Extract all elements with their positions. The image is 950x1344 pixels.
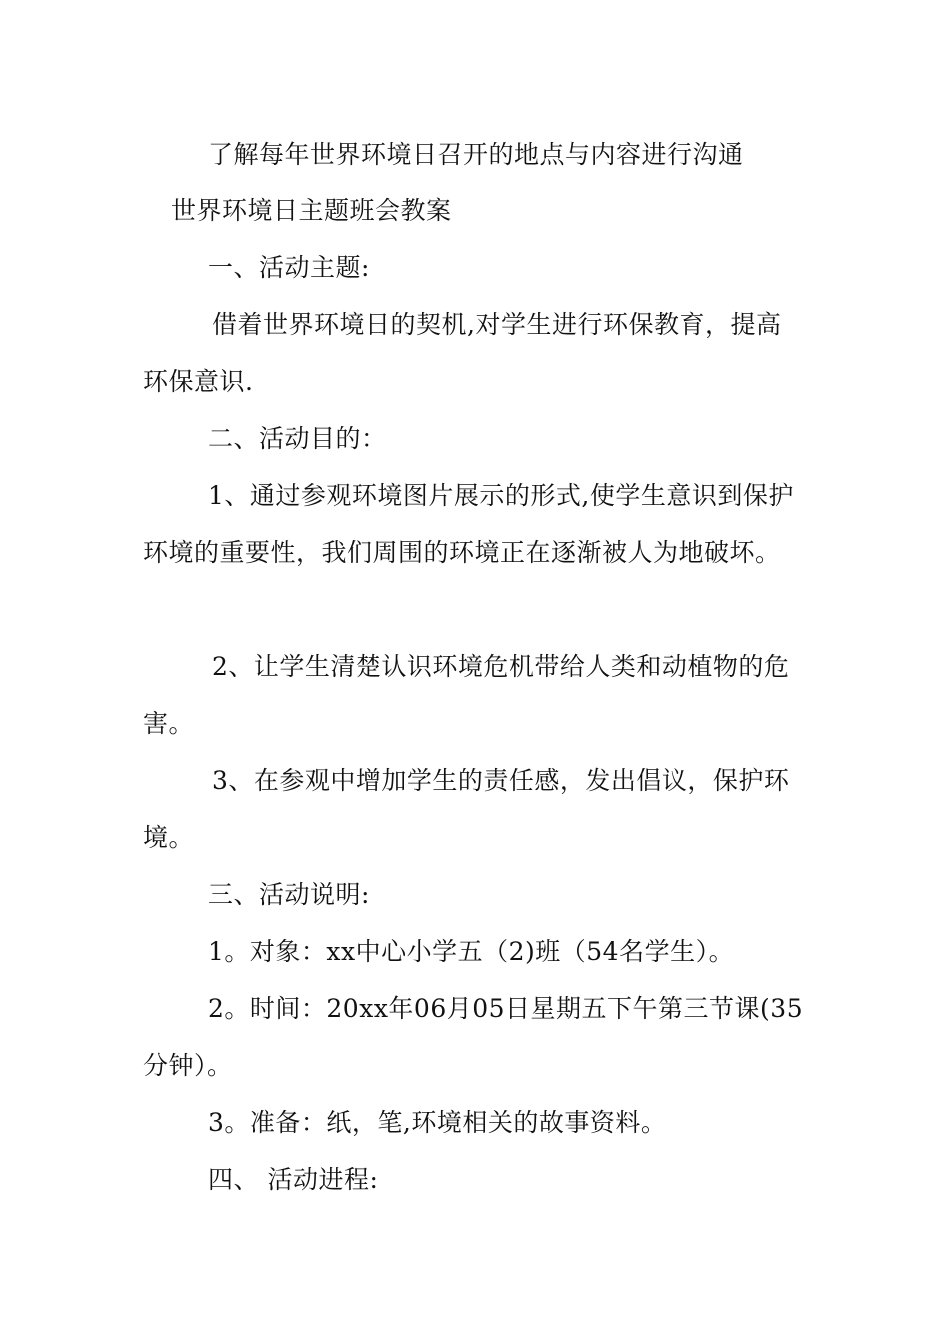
section-heading-theme: 一、活动主题: <box>208 253 370 282</box>
description-item-preparation: 3。准备：纸，笔,环境相关的故事资料。 <box>208 1108 667 1137</box>
intro-line: 了解每年世界环境日召开的地点与内容进行沟通 <box>208 140 744 169</box>
description-item-time-line-2: 分钟）。 <box>143 1051 233 1080</box>
purpose-item-2-line-1: 2、让学生清楚认识环境危机带给人类和动植物的危 <box>212 652 790 681</box>
purpose-item-1-line-1: 1、通过参观环境图片展示的形式,使学生意识到保护 <box>208 481 794 510</box>
section-heading-description: 三、活动说明: <box>208 880 370 909</box>
purpose-item-3-line-1: 3、在参观中增加学生的责任感，发出倡议，保护环 <box>212 766 790 795</box>
paragraph-theme-line-2: 环保意识. <box>143 367 254 396</box>
section-heading-process: 四、 活动进程: <box>208 1165 379 1194</box>
purpose-item-1-line-2: 环境的重要性，我们周围的环境正在逐渐被人为地破坏。 <box>143 538 781 567</box>
section-heading-purpose: 二、活动目的： <box>208 424 387 453</box>
paragraph-theme-line-1: 借着世界环境日的契机,对学生进行环保教育，提高 <box>212 310 782 339</box>
purpose-item-3-line-2: 境。 <box>143 823 195 852</box>
description-item-time-line-1: 2。时间：20xx年06月05日星期五下午第三节课(35 <box>208 994 804 1023</box>
document-title: 世界环境日主题班会教案 <box>171 196 452 225</box>
description-item-target: 1。对象：xx中心小学五（2)班（54名学生）。 <box>208 937 735 966</box>
purpose-item-2-line-2: 害。 <box>143 709 195 738</box>
